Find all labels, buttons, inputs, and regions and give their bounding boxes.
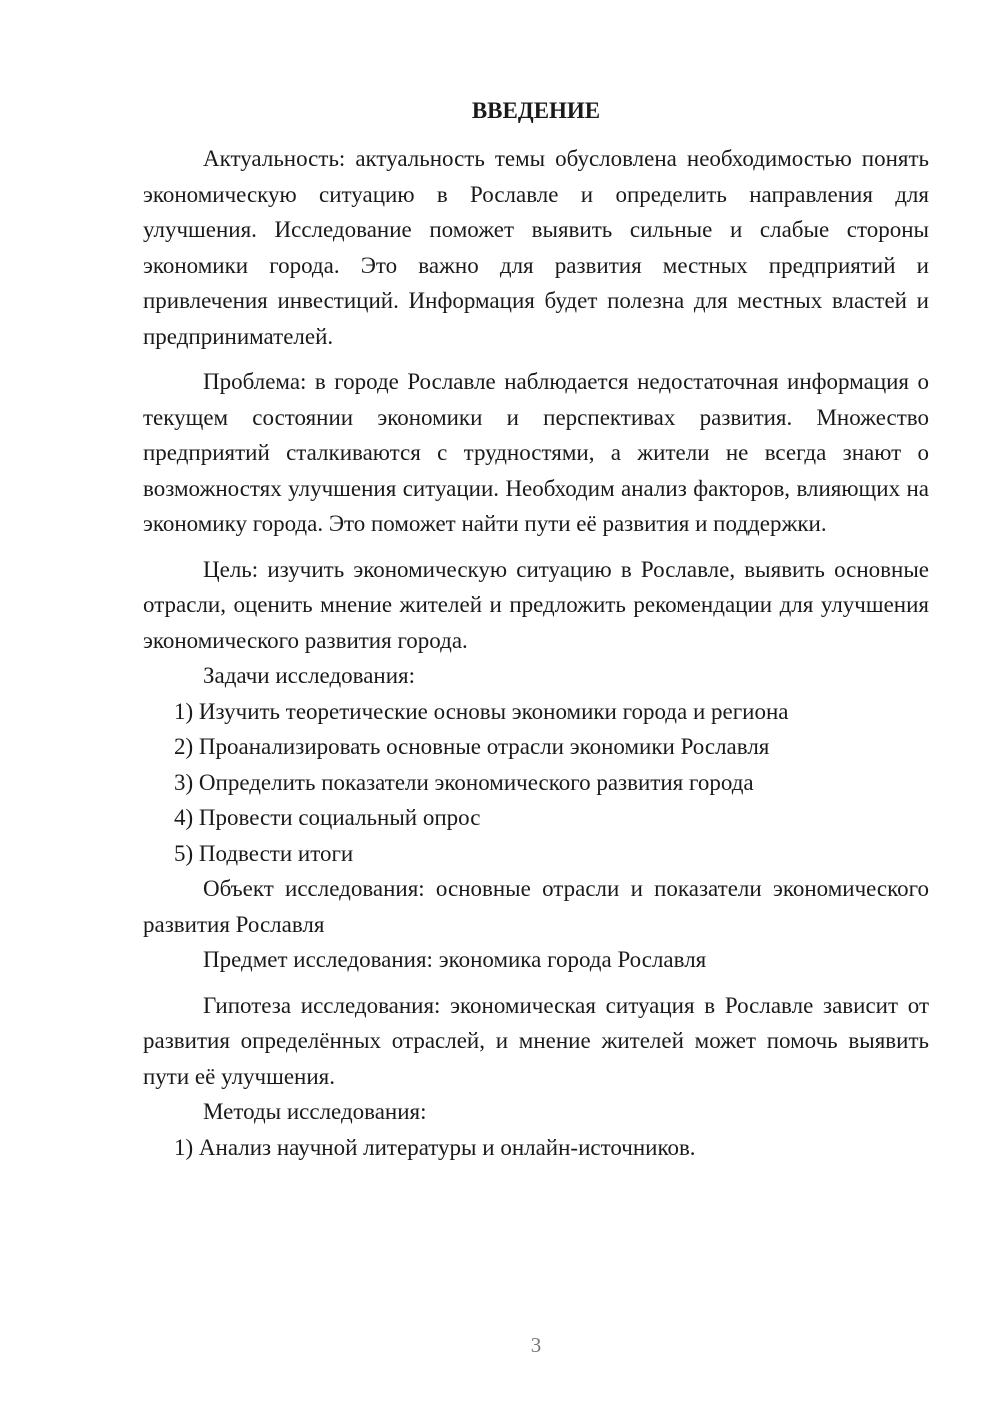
page-title: ВВЕДЕНИЕ bbox=[471, 98, 601, 123]
tasks-heading: Задачи исследования: bbox=[203, 663, 416, 688]
page-number: 3 bbox=[530, 1333, 542, 1357]
task-item: 1) Изучить теоретические основы экономики города и региона bbox=[174, 698, 789, 724]
task-item: 5) Подвести итоги bbox=[174, 840, 354, 866]
task-item: 3) Определить показатели экономического развития города bbox=[174, 769, 754, 795]
paragraph-problem: Проблема: в городе Рославле наблюдается недостаточная информация о текущем состоянии экономики и перспективах развития. Множество предприятий сталкиваются с трудностями, а жители не всегда знают о возможностях улучшения ситуации. Необходим анализ факторов, влияющих на экономику города. Это поможет найти пути её развития и поддержки. bbox=[143, 369, 929, 536]
methods-heading: Методы исследования: bbox=[203, 1099, 427, 1124]
task-item: 2) Проанализировать основные отрасли экономики Рославля bbox=[174, 734, 770, 759]
task-item: 4) Провести социальный опрос bbox=[174, 805, 481, 830]
document-body bbox=[143, 141, 929, 1165]
paragraph-object: Объект исследования: основные отрасли и показатели экономического развития Рославля bbox=[143, 876, 929, 937]
paragraph-goal: Цель: изучить экономическую ситуацию в Рославле, выявить основные отрасли, оценить мнение жителей и предложить рекомендации для улучшения экономического развития города. bbox=[143, 556, 929, 653]
method-item: 1) Анализ научной литературы и онлайн-источников. bbox=[174, 1134, 696, 1160]
paragraph-hypothesis: Гипотеза исследования: экономическая ситуация в Рославле зависит от развития определённых отраслей, и мнение жителей может помочь выявить пути её улучшения. bbox=[143, 992, 929, 1089]
paragraph-relevance: Актуальность: актуальность темы обусловлена необходимостью понять экономическую ситуацию в Рославле и определить направления для улучшения. Исследование поможет выявить сильные и слабые стороны экономики города. Это важно для развития местных предприятий и привлечения инвестиций. Информация будет полезна для местных властей и предпринимателей. bbox=[143, 146, 929, 349]
paragraph-subject: Предмет исследования: экономика города Рославля bbox=[203, 947, 707, 972]
